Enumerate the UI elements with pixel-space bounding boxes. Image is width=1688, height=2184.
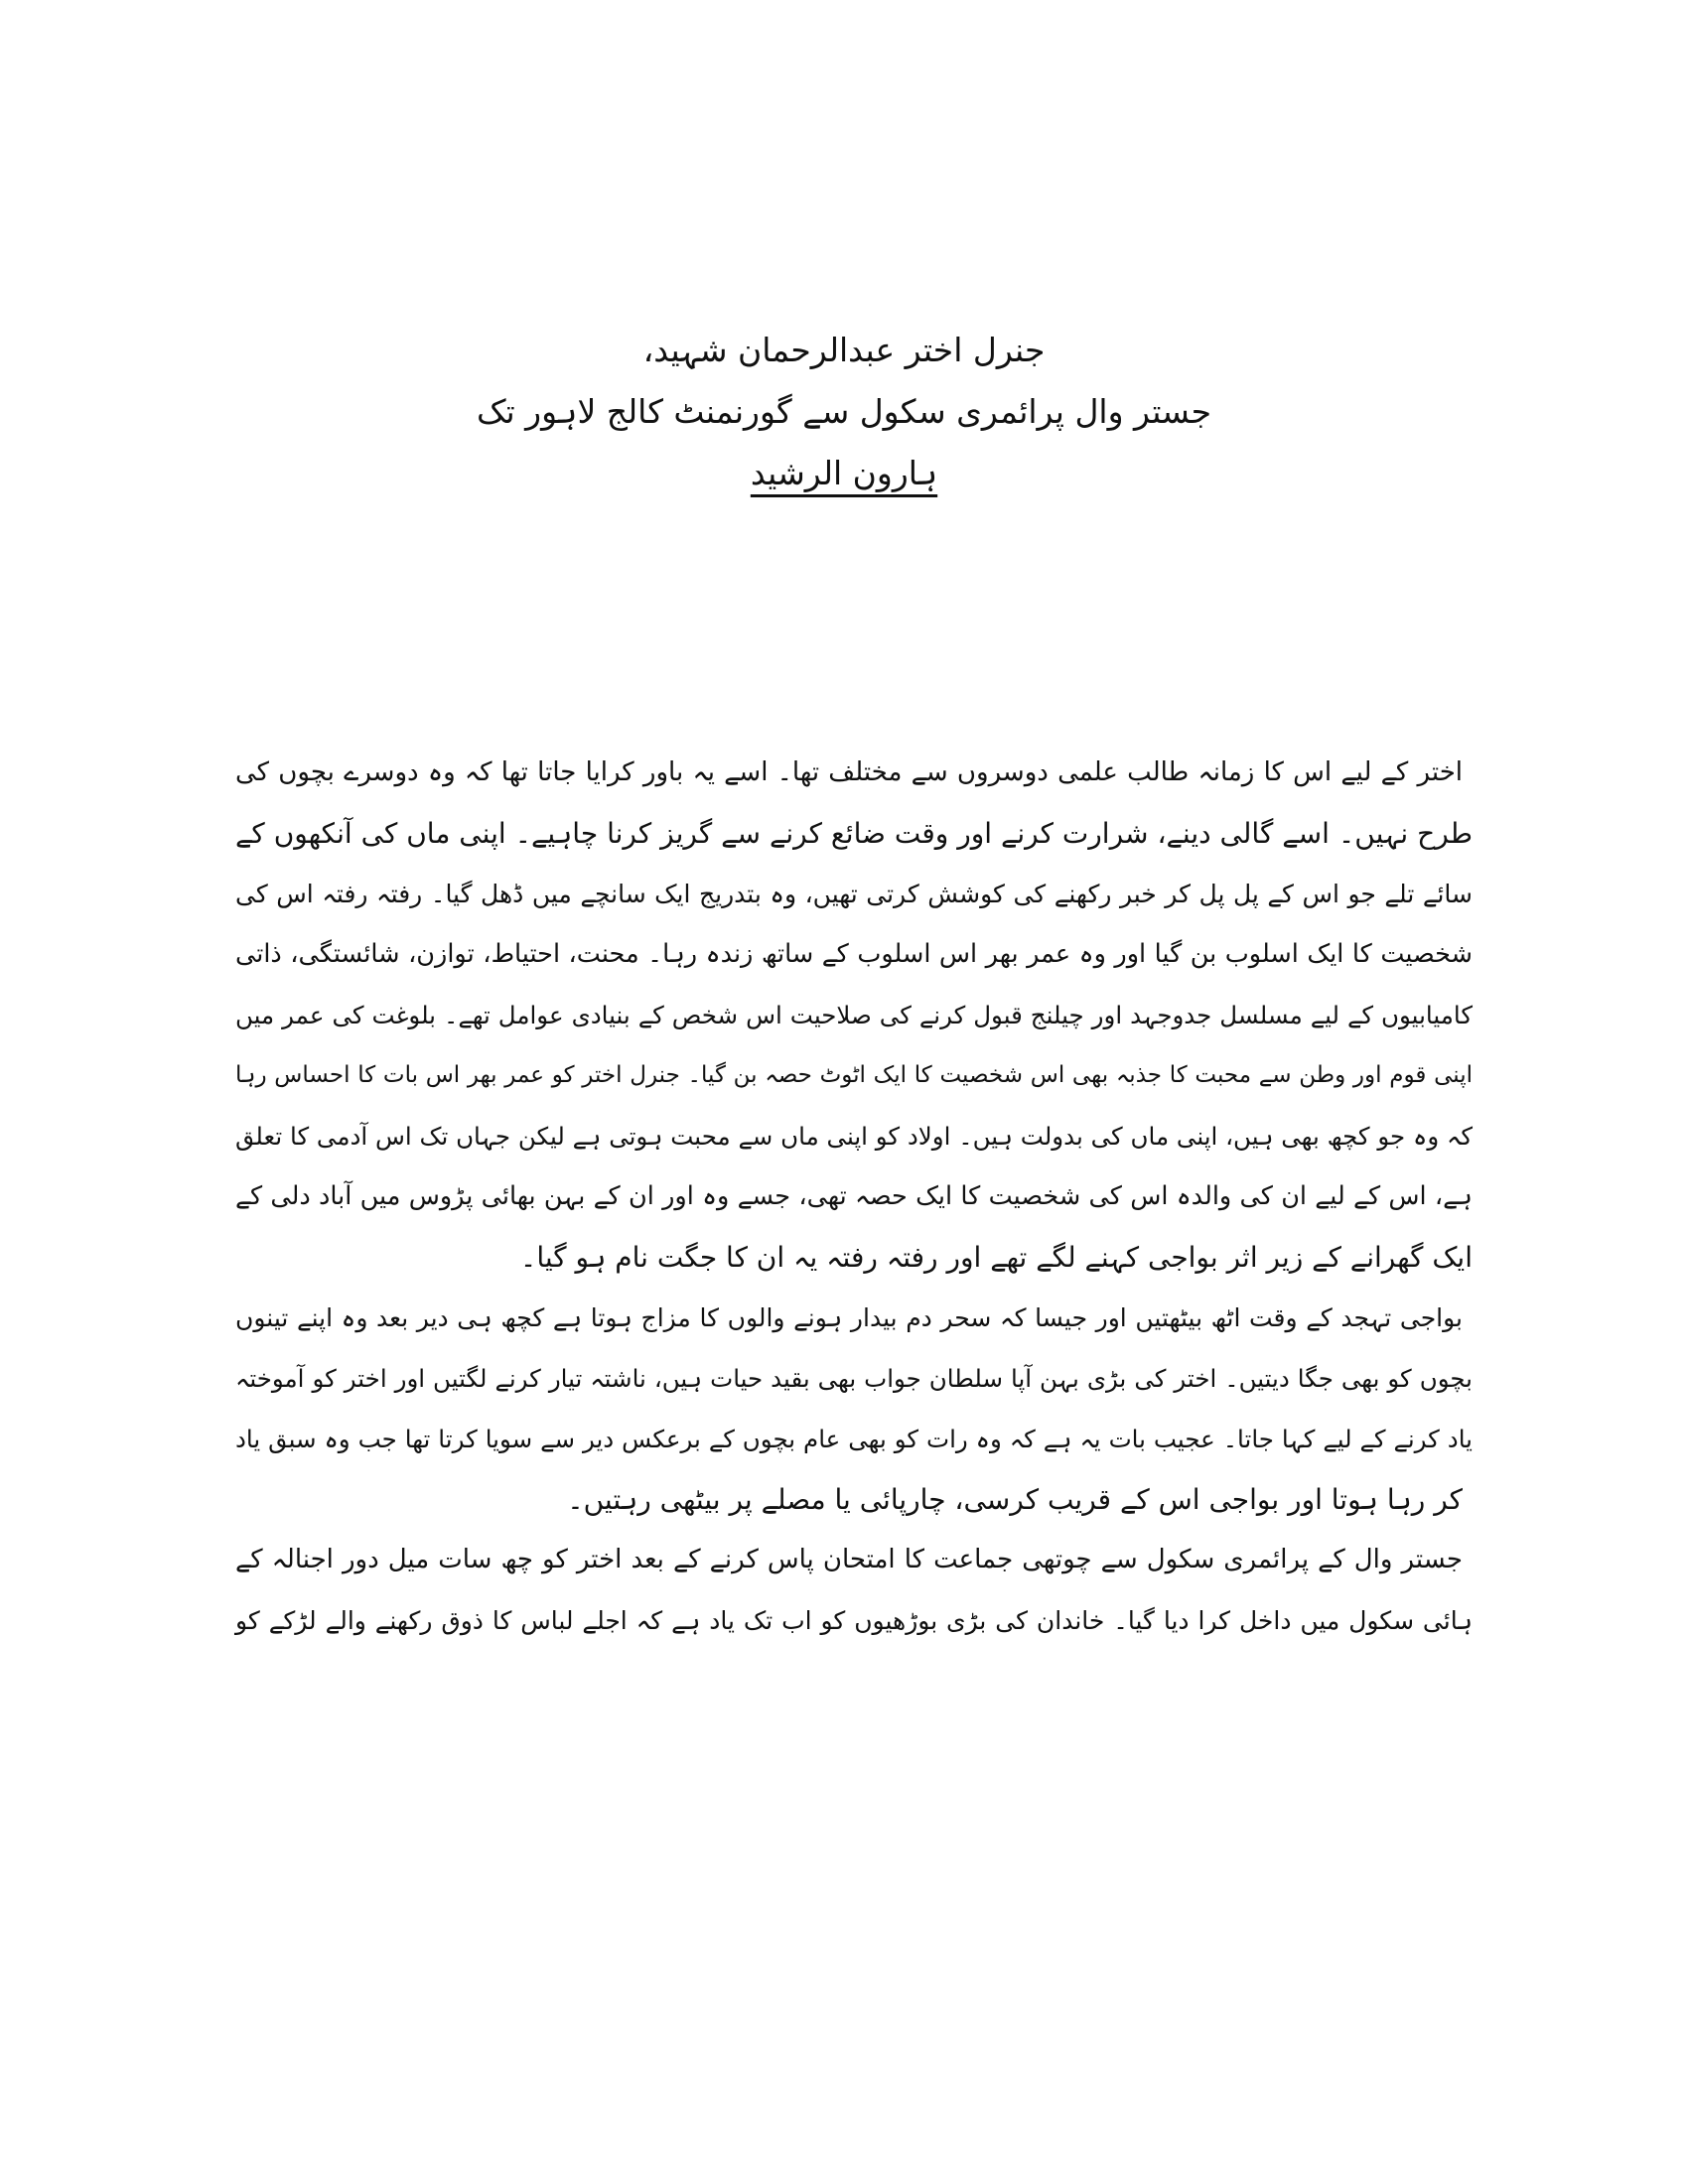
paragraph-1-line-4: شخصیت کا ایک اسلوب بن گیا اور وہ عمر بھر اس اسلوب کے ساتھ زندہ رہا۔ محنت، احتیاط، توازن، شائستگی، ذاتی bbox=[235, 939, 1473, 969]
paragraph-1-line-6: اپنی قوم اور وطن سے محبت کا جذبہ بھی اس شخصیت کا ایک اٹوٹ حصہ بن گیا۔ جنرل اختر کو عمر بھر اس بات کا احساس رہا bbox=[235, 1062, 1473, 1088]
paragraph-2-line-4: کر رہا ہوتا اور بواجی اس کے قریب کرسی، چارپائی یا مصلے پر بیٹھی رہتیں۔ bbox=[567, 1483, 1463, 1516]
paragraph-2-line-1: بواجی تہجد کے وقت اٹھ بیٹھتیں اور جیسا کہ سحر دم بیدار ہونے والوں کا مزاج ہوتا ہے کچھ ہی دیر بعد وہ اپنے تینوں bbox=[235, 1303, 1463, 1332]
title-line-2: جستر وال پرائمری سکول سے گورنمنٹ کالج لاہور تک bbox=[476, 392, 1212, 431]
paragraph-1-line-3: سائے تلے جو اس کے پل پل کر خبر رکھنے کی کوشش کرتی تھیں، وہ بتدریج ایک سانچے میں ڈھل گیا۔ رفتہ رفتہ اس کی bbox=[235, 880, 1473, 908]
paragraph-1-line-1: اختر کے لیے اس کا زمانہ طالب علمی دوسروں سے مختلف تھا۔ اسے یہ باور کرایا جاتا تھا کہ وہ دوسرے بچوں کی bbox=[235, 757, 1463, 787]
document-heading bbox=[0, 320, 1688, 504]
paragraph-2-line-2: بچوں کو بھی جگا دیتیں۔ اختر کی بڑی بہن آپا سلطان جواب بھی بقید حیات ہیں، ناشتہ تیار کرنے لگتیں اور اختر کو آموختہ bbox=[235, 1364, 1473, 1393]
paragraph-3-line-1: جستر وال کے پرائمری سکول سے چوتھی جماعت کا امتحان پاس کرنے کے بعد اختر کو چھ سات میل دور اجنالہ کے bbox=[235, 1545, 1463, 1574]
paragraph-1-line-5: کامیابیوں کے لیے مسلسل جدوجہد اور چیلنج قبول کرنے کی صلاحیت اس شخص کے بنیادی عوامل تھے۔ بلوغت کی عمر میں bbox=[235, 1001, 1473, 1029]
paragraph-1-line-9: ایک گھرانے کے زیر اثر بواجی کہنے لگے تھے اور رفتہ رفتہ یہ ان کا جگت نام ہو گیا۔ bbox=[519, 1241, 1473, 1274]
paragraph-2-line-3: یاد کرنے کے لیے کہا جاتا۔ عجیب بات یہ ہے کہ وہ رات کو بھی عام بچوں کے برعکس دیر سے سویا کرتا تھا جب وہ سبق یاد bbox=[235, 1425, 1473, 1453]
paragraph-3-line-2: ہائی سکول میں داخل کرا دیا گیا۔ خاندان کی بڑی بوڑھیوں کو اب تک یاد ہے کہ اجلے لباس کا ذوق رکھنے والے لڑکے کو bbox=[235, 1606, 1473, 1635]
paragraph-1-line-7: کہ وہ جو کچھ بھی ہیں، اپنی ماں کی بدولت ہیں۔ اولاد کو اپنی ماں سے محبت ہوتی ہے لیکن جہاں تک اس آدمی کا تعلق bbox=[235, 1122, 1473, 1151]
author-name: ہارون الرشید bbox=[750, 454, 938, 492]
paragraph-1-line-8: ہے، اس کے لیے ان کی والدہ اس کی شخصیت کا ایک حصہ تھی، جسے وہ اور ان کے بہن بھائی پڑوس میں آباد دلی کے bbox=[235, 1181, 1473, 1211]
title-line-1: جنرل اختر عبدالرحمان شہید، bbox=[642, 331, 1046, 369]
paragraph-1-line-2: طرح نہیں۔ اسے گالی دینے، شرارت کرنے اور وقت ضائع کرنے سے گریز کرنا چاہیے۔ اپنی ماں کی آنکھوں کے bbox=[235, 817, 1473, 850]
body-text bbox=[235, 743, 1473, 1651]
